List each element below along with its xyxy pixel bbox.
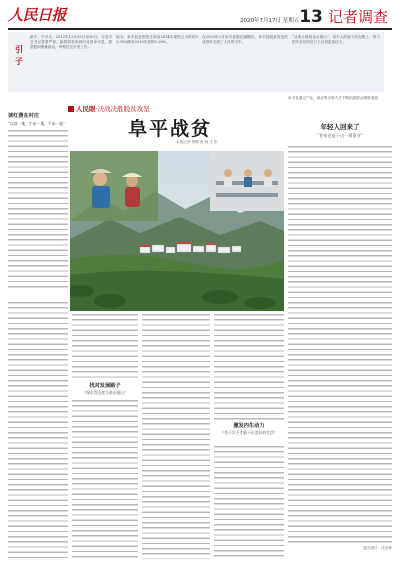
body-column-2a xyxy=(72,314,138,380)
sidebar-body xyxy=(8,130,68,290)
sidebar-title: 读红费在村庄 xyxy=(8,113,40,119)
body-column-4b xyxy=(214,446,284,559)
masthead xyxy=(8,4,392,28)
issue-date: 2020年7月17日 星期五 xyxy=(240,18,300,24)
page-number: 13 xyxy=(299,7,323,27)
column-banner xyxy=(68,98,150,113)
subhead-1-subtitle: “绿水青山变为金山银山” xyxy=(84,390,126,395)
right-column-subtitle: “老家也能干出一番事业” xyxy=(316,133,364,138)
design-credit: 版式设计：沈亦伶 xyxy=(363,546,392,550)
subhead-2-title: 激发内生动力 xyxy=(233,423,265,429)
masthead-rule xyxy=(8,28,392,30)
intro-column-1: 新中，不平凡。2012年12月29日至30日，习近平总书记冒着严寒，踏着积雪来到河北省阜平县，看望慰问困难群众，考察扶贫开发工作。 xyxy=(30,35,112,50)
intro-column-3: 在2020年2月阜平县脱贫摘帽后，阜平县脱贫攻坚的成绩单交到了人民的手中。 xyxy=(202,35,288,45)
right-column xyxy=(288,96,392,561)
subhead-2 xyxy=(214,422,284,436)
sidebar-subtitle: “以前一地，牛床一地，千床一地” xyxy=(8,121,66,126)
right-column-title: 年轻人回来了 xyxy=(320,123,360,131)
body-column-4a xyxy=(214,314,284,420)
right-column-lead: 阜平县通过产业、就业等多种方式不断拓展群众增收渠道 xyxy=(288,96,378,100)
newspaper-logo: 人民日报 xyxy=(8,6,67,24)
landscape-photo xyxy=(70,151,284,311)
right-column-body xyxy=(288,146,392,544)
banner-square-icon xyxy=(68,106,74,112)
banner-prefix: 人民眼 xyxy=(76,105,96,113)
lead-photo xyxy=(70,151,284,311)
intro-column-2: 如今，阜平县贫困发生率由2014年建档立卡时的33.39%降至2019年底的0.29%。 xyxy=(116,35,198,45)
body-column-3 xyxy=(142,314,210,559)
intro-label: 引子 xyxy=(15,45,23,66)
main-article xyxy=(8,96,284,561)
right-column-heading xyxy=(288,122,392,144)
page-label xyxy=(299,6,388,27)
subhead-1 xyxy=(72,382,138,396)
intro-band xyxy=(8,32,384,92)
subhead-2-subtitle: “苦干实干才能干出美好的生活” xyxy=(222,430,276,435)
intro-column-4: “从黄土坡到金山银山”，阜平人的奋斗仍在路上，努力把乡亲们的好日子过得更加红火。 xyxy=(292,35,380,45)
body-column-1 xyxy=(8,302,68,559)
article-headline: 阜平战贫 xyxy=(128,118,213,140)
left-sidebar xyxy=(8,112,68,302)
subhead-1-title: 找对发展路子 xyxy=(89,383,121,389)
article-byline: 本报记者 杨柳 唐 杨 王 松 xyxy=(176,140,218,144)
body-column-2b xyxy=(72,400,138,559)
section-name: 记者调查 xyxy=(327,8,388,26)
banner-rest: ·决战决胜脱贫攻坚 xyxy=(95,105,150,113)
